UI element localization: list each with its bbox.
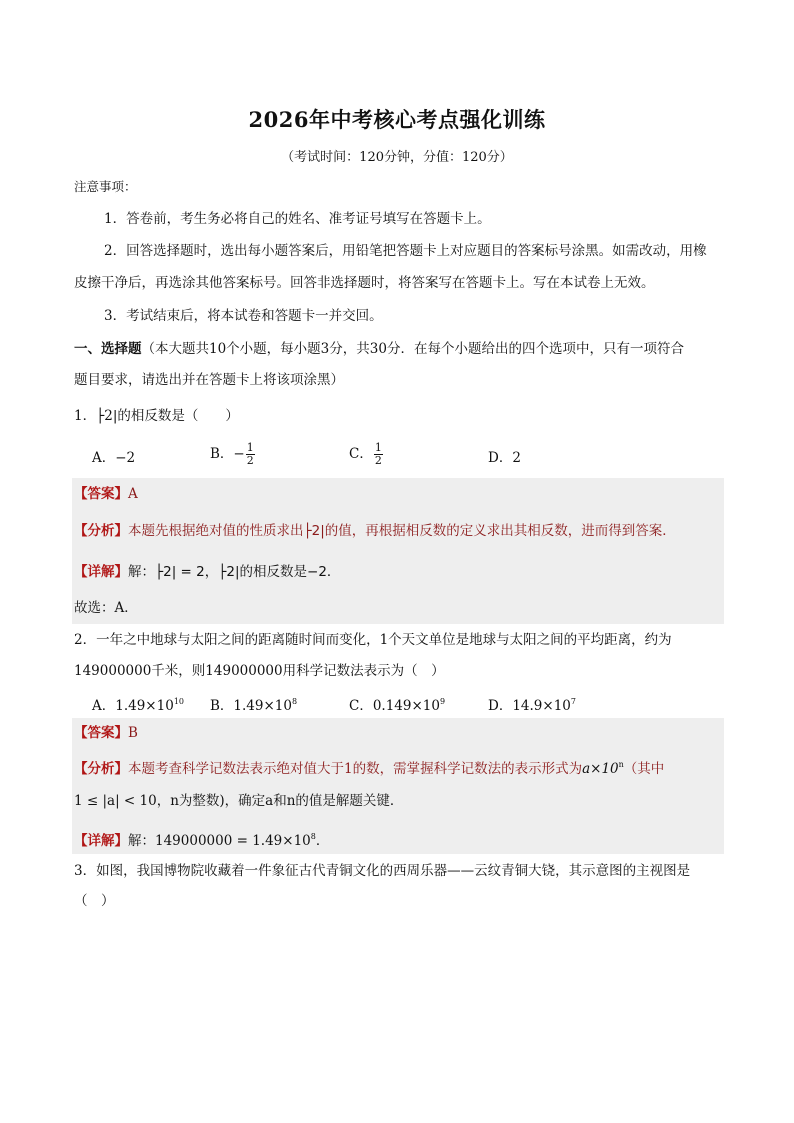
section-label: 一、选择题 [74,341,142,357]
detail-exp: 8 [310,832,316,841]
fraction-numerator: 1 [246,441,254,454]
note-item-2-cont: 皮擦干净后，再选涂其他答案标号。回答非选择题时，将答案写在答题卡上。写在本试卷上无效。 [74,275,655,291]
exam-info: （考试时间：120分钟，分值：120分） [281,150,513,165]
detail-tag: 【详解】 [74,833,128,849]
detail-pre: 解：149000000 = 1.49×10 [128,833,311,849]
q2-option-b-base: B．1.49×10 [210,698,292,714]
note-item-2: 2．回答选择题时，选出每小题答案后，用铅笔把答题卡上对应题目的答案标号涂黑。如需改动，用橡 [104,243,707,259]
formula-base: a×10 [582,761,619,777]
section-desc: （本大题共10个小题，每小题3分，共30分．在每个小题给出的四个选项中，只有一项符合 [141,341,684,357]
analysis-tag: 【分析】 [74,761,128,777]
q2-answer [74,723,724,743]
detail-tag: 【详解】 [74,564,128,580]
q2-detail [74,827,724,851]
q1-abs-value: 2 [104,408,113,424]
fraction-numerator: 1 [374,441,382,454]
note-item-1: 1．答卷前，考生务必将自己的姓名、准考证号填写在答题卡上。 [104,211,491,227]
q1-answer [74,484,724,504]
q1-option-b[interactable] [210,442,256,467]
section-desc-cont: 题目要求，请选出并在答题卡上将该项涂黑） [74,372,344,388]
q2-option-d-base: D．14.9×10 [488,698,571,714]
q2-option-c-base: C．0.149×10 [349,698,440,714]
q1-option-b-prefix: B．− [210,446,245,462]
q2-option-b[interactable] [210,692,297,716]
analysis-text-post: 的值，再根据相反数的定义求出其相反数，进而得到答案． [324,523,676,539]
section-heading [74,339,724,359]
q1-number: 1． [74,408,97,424]
q2-option-a-base: A．1.49×10 [92,698,174,714]
q1-conclusion: 故选：A． [74,600,138,616]
question-1-stem [74,406,724,426]
analysis-formula [582,761,624,777]
q1-option-d[interactable]: D．2 [488,450,521,466]
q2-option-a-exp: 10 [173,697,184,706]
q2-option-a[interactable] [92,692,184,716]
q2-analysis-line1 [74,755,724,779]
fraction-denominator: 2 [374,454,382,467]
q1-abs-open: ├ [96,408,105,424]
page-title: 2026年中考核心考点强化训练 [248,107,546,132]
q2-option-c-exp: 9 [439,697,446,706]
notes-heading: 注意事项： [74,179,137,194]
answer-tag: 【答案】 [74,725,128,741]
q2-option-d[interactable] [488,692,576,716]
q1-option-a[interactable]: A．−2 [92,450,136,466]
q1-option-b-fraction [246,442,255,467]
detail-pre: 解： [128,564,155,580]
q2-option-d-exp: 7 [570,697,576,706]
question-2-stem-line2: 149000000千米，则149000000用科学记数法表示为（ ） [74,663,445,679]
note-item-3: 3．考试结束后，将本试卷和答题卡一并交回。 [104,308,383,324]
q1-option-c-prefix: C． [349,446,373,462]
q1-stem-text: 的相反数是（ ） [117,408,239,424]
detail-expression: ├2| = 2，├2|的相反数是−2． [155,564,341,580]
q1-option-c-fraction [374,442,383,467]
analysis-abs: ├2| [303,523,325,539]
detail-post: ． [315,833,330,849]
q2-option-c[interactable] [349,692,445,716]
formula-exp: n [618,760,624,769]
question-3-stem-line2: （ ） [74,893,115,909]
analysis-tag: 【分析】 [74,523,128,539]
answer-tag: 【答案】 [74,486,128,502]
q2-analysis-line2: 1 ≤ |a| < 10，n为整数)，确定a和n的值是解题关键． [74,793,404,809]
question-3-stem-line1: 3．如图，我国博物院收藏着一件象征古代青铜文化的西周乐器——云纹青铜大铙，其示意图的主视图是 [74,863,691,879]
question-2-stem-line1: 2．一年之中地球与太阳之间的距离随时间而变化，1个天文单位是地球与太阳之间的平均距离，约为 [74,632,672,648]
analysis-text-pre: 本题考查科学记数法表示绝对值大于1的数，需掌握科学记数法的表示形式为 [128,761,583,777]
q1-detail [74,562,724,582]
analysis-text-pre: 本题先根据绝对值的性质求出 [128,523,304,539]
q1-abs-close: | [112,408,118,424]
answer-value: B [128,725,138,741]
fraction-denominator: 2 [246,454,254,467]
q1-analysis [74,521,724,541]
answer-value: A [128,486,138,502]
q2-option-b-exp: 8 [291,697,298,706]
q1-option-c[interactable] [349,442,384,467]
analysis-text-post: （其中 [623,761,665,777]
